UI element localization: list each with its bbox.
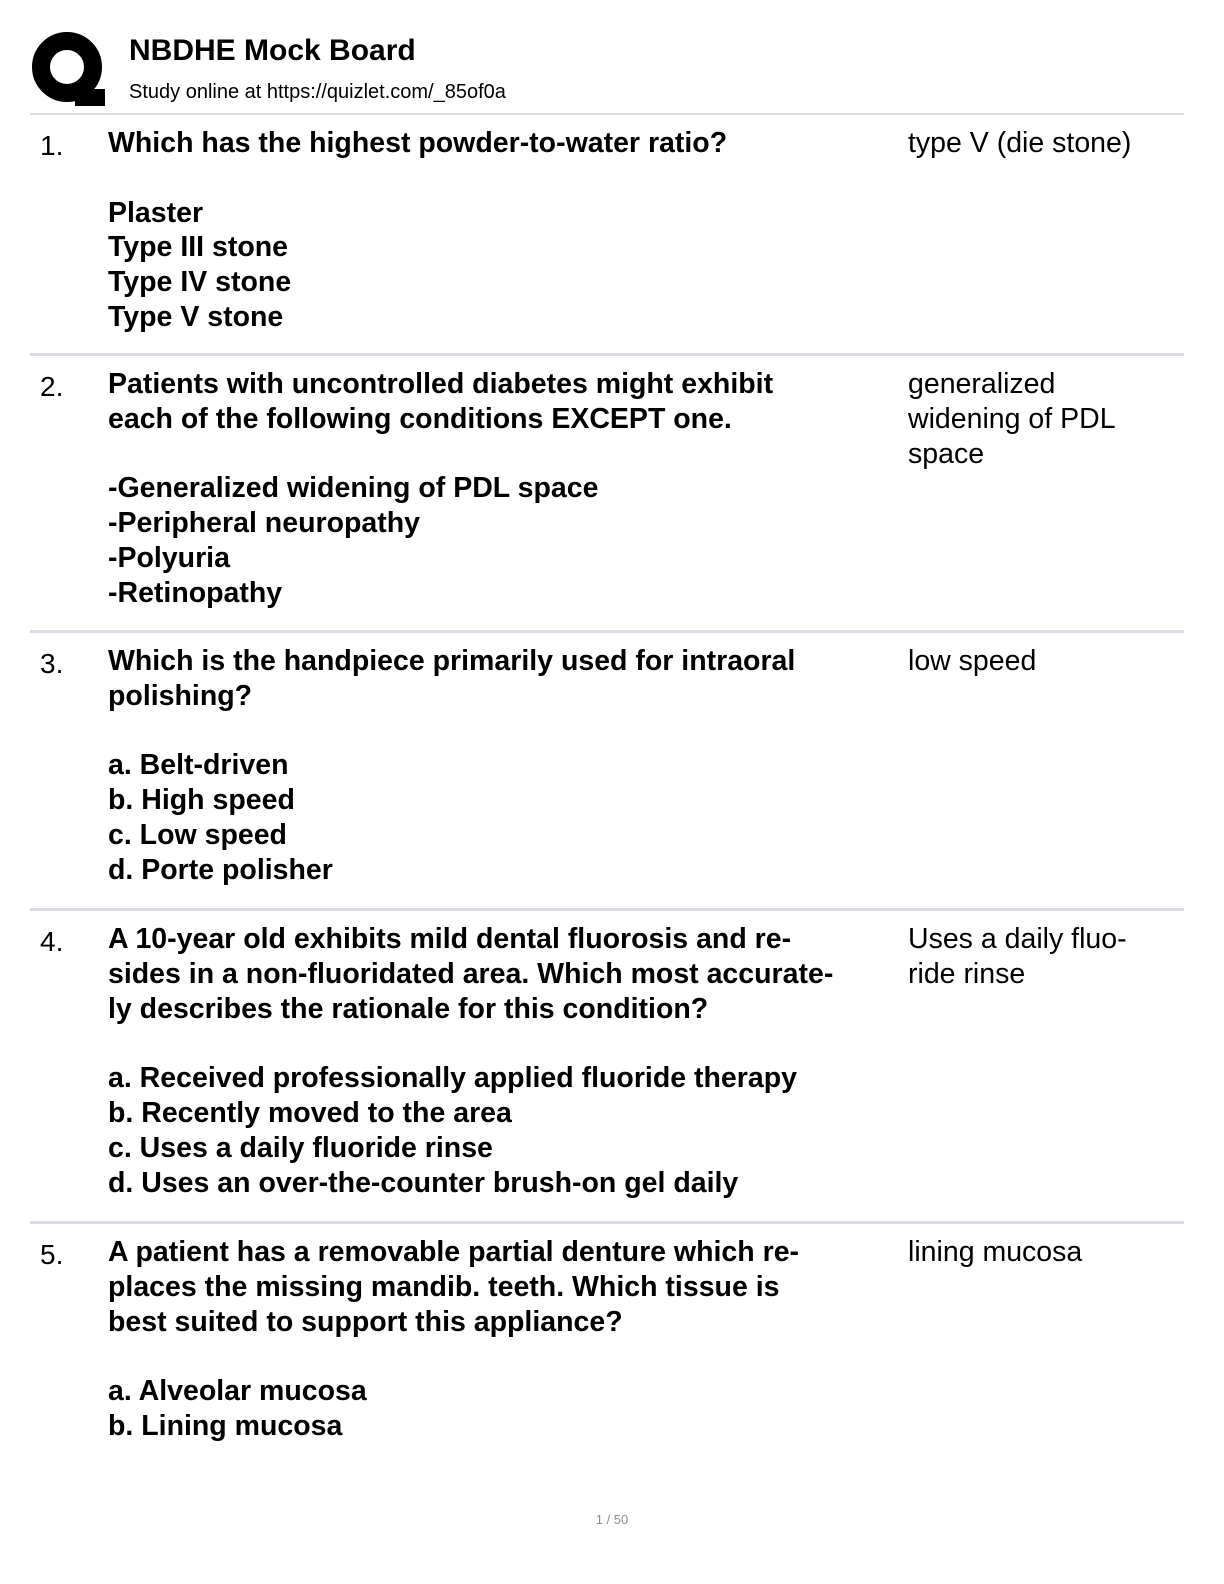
option-line: d. Uses an over-the-counter brush-on gel daily bbox=[108, 1166, 739, 1199]
option-line: a. Belt-driven bbox=[108, 749, 289, 782]
option-line: Type V stone bbox=[108, 300, 284, 333]
answer-line: low speed bbox=[908, 645, 1037, 677]
card-number: 4. bbox=[40, 926, 64, 957]
document-title: NBDHE Mock Board bbox=[129, 34, 416, 67]
option-line: c. Uses a daily fluoride rinse bbox=[108, 1131, 493, 1164]
answer-line: space bbox=[908, 437, 985, 470]
card-number: 1. bbox=[40, 130, 64, 161]
card-number: 3. bbox=[40, 648, 64, 679]
card-question bbox=[108, 644, 908, 888]
option-line: b. Recently moved to the area bbox=[108, 1096, 512, 1129]
option-line: Type IV stone bbox=[108, 266, 292, 299]
question-line: Patients with uncontrolled diabetes might exhibit bbox=[108, 368, 774, 400]
answer-line: generalized bbox=[908, 368, 1056, 400]
option-line: b. High speed bbox=[108, 784, 295, 817]
answer-line: lining mucosa bbox=[908, 1236, 1083, 1268]
flashcard bbox=[30, 115, 1184, 356]
card-question bbox=[108, 922, 908, 1200]
option-line: Plaster bbox=[108, 196, 204, 229]
card-answer bbox=[908, 922, 1178, 992]
option-line: -Retinopathy bbox=[108, 576, 283, 609]
card-answer bbox=[908, 367, 1178, 471]
option-line: -Generalized widening of PDL space bbox=[108, 472, 599, 505]
option-line: b. Lining mucosa bbox=[108, 1409, 343, 1442]
card-question bbox=[108, 367, 908, 611]
question-line: Which has the highest powder-to-water ratio? bbox=[108, 127, 728, 159]
option-line: Type III stone bbox=[108, 231, 289, 264]
flashcard bbox=[30, 356, 1184, 633]
option-line: a. Alveolar mucosa bbox=[108, 1375, 367, 1408]
card-question bbox=[108, 126, 908, 335]
flashcard bbox=[30, 1224, 1184, 1464]
flashcard bbox=[30, 633, 1184, 911]
flashcard bbox=[30, 911, 1184, 1224]
study-link-text: Study online at https://quizlet.com/_85of0a bbox=[129, 81, 506, 103]
card-number: 2. bbox=[40, 371, 64, 402]
option-line: -Peripheral neuropathy bbox=[108, 507, 420, 540]
card-number: 5. bbox=[40, 1239, 64, 1270]
answer-line: ride rinse bbox=[908, 957, 1026, 990]
answer-line: widening of PDL bbox=[908, 402, 1116, 435]
option-line: a. Received professionally applied fluoride therapy bbox=[108, 1062, 797, 1095]
question-line: places the missing mandib. teeth. Which tissue is bbox=[108, 1270, 780, 1303]
card-answer bbox=[908, 644, 1178, 679]
question-line: A patient has a removable partial denture which re- bbox=[108, 1236, 800, 1268]
answer-line: Uses a daily fluo- bbox=[908, 923, 1127, 955]
card-answer bbox=[908, 126, 1178, 161]
question-line: sides in a non-fluoridated area. Which most accurate- bbox=[108, 957, 834, 990]
question-line: each of the following conditions EXCEPT one. bbox=[108, 402, 732, 435]
option-line: -Polyuria bbox=[108, 541, 230, 574]
option-line: c. Low speed bbox=[108, 818, 287, 851]
answer-line: type V (die stone) bbox=[908, 127, 1132, 159]
question-line: Which is the handpiece primarily used for intraoral bbox=[108, 645, 796, 677]
card-question bbox=[108, 1235, 908, 1444]
page-number: 1 / 50 bbox=[595, 1512, 629, 1527]
option-line: d. Porte polisher bbox=[108, 853, 333, 886]
quizlet-logo-icon bbox=[31, 31, 107, 107]
question-line: A 10-year old exhibits mild dental fluorosis and re- bbox=[108, 923, 792, 955]
question-line: polishing? bbox=[108, 679, 253, 712]
question-line: ly describes the rationale for this condition? bbox=[108, 992, 709, 1025]
flashcard-list bbox=[30, 115, 1184, 1464]
question-line: best suited to support this appliance? bbox=[108, 1305, 623, 1338]
card-answer bbox=[908, 1235, 1178, 1270]
